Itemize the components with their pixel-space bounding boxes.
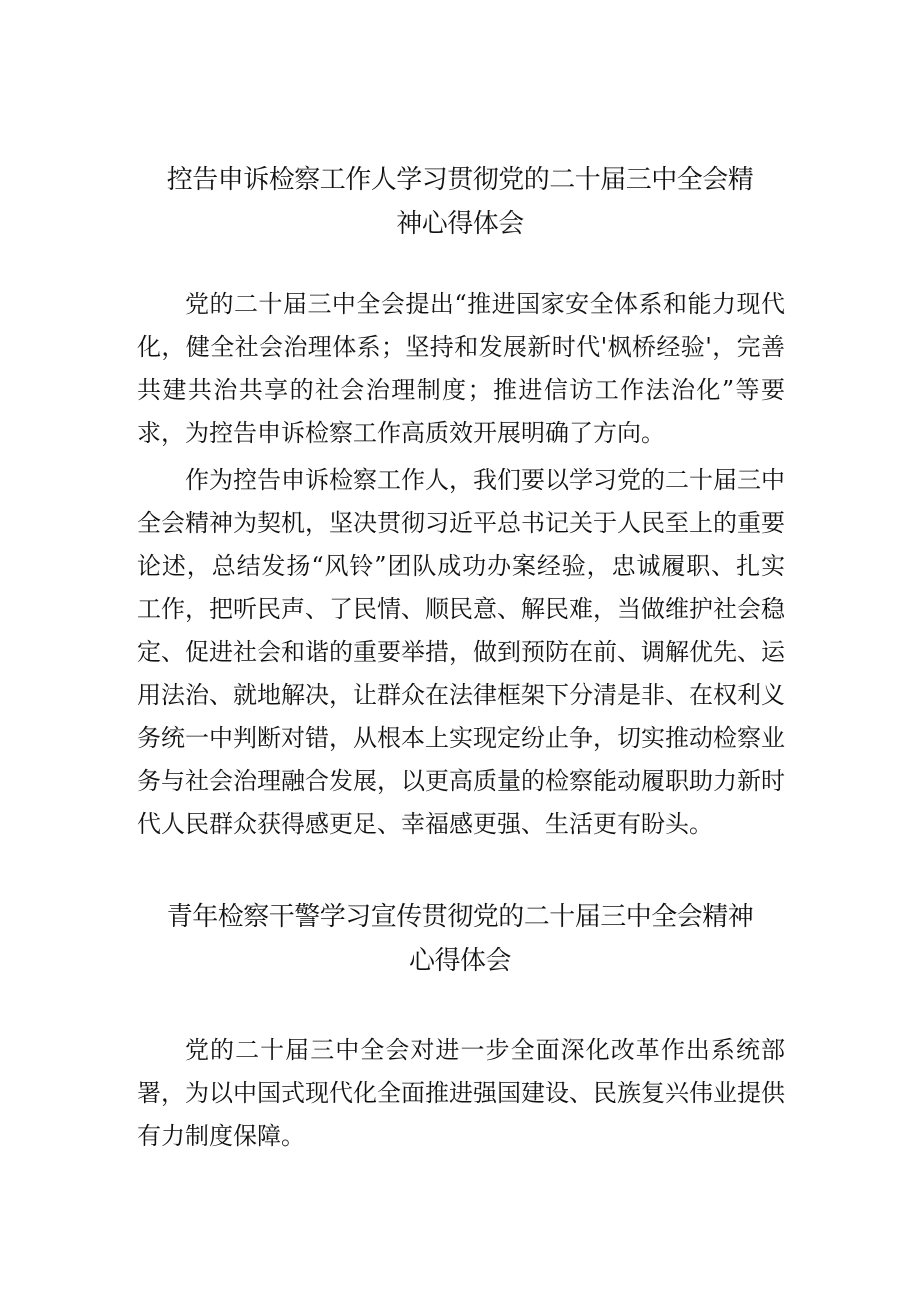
section-1-title-line-2: 神心得体会	[396, 209, 524, 239]
section-2-title	[0, 895, 920, 983]
section-2-title-line-2: 心得体会	[408, 946, 511, 976]
section-1-title	[0, 158, 920, 246]
section-2-paragraph-1: 党的二十届三中全会对进一步全面深化改革作出系统部署，为以中国式现代化全面推进强国建设、民族复兴伟业提供有力制度保障。	[137, 1036, 785, 1150]
section-1-paragraph-1: 党的二十届三中全会提出“推进国家安全体系和能力现代化，健全社会治理体系；坚持和发展新时代'枫桥经验'，完善共建共治共享的社会治理制度；推进信访工作法治化”等要求，为控告申诉检察工作高质效开展明确了方向。	[137, 290, 785, 447]
section-2-title-line-1: 青年检察干警学习宣传贯彻党的二十届三中全会精神	[166, 902, 754, 932]
section-1-title-line-1: 控告申诉检察工作人学习贯彻党的二十届三中全会精	[166, 165, 754, 195]
section-1-paragraph-2: 作为控告申诉检察工作人，我们要以学习党的二十届三中全会精神为契机，坚决贯彻习近平总书记关于人民至上的重要论述，总结发扬“风铃”团队成功办案经验，忠诚履职、扎实工作，把听民声、了民情、顺民意、解民难，当做维护社会稳定、促进社会和谐的重要举措，做到预防在前、调解优先、运用法治、就地解决，让群众在法律框架下分清是非、在权利义务统一中判断对错，从根本上实现定纷止争，切实推动检察业务与社会治理融合发展，以更高质量的检察能动履职助力新时代人民群众获得感更足、幸福感更强、生活更有盼头。	[137, 466, 785, 838]
